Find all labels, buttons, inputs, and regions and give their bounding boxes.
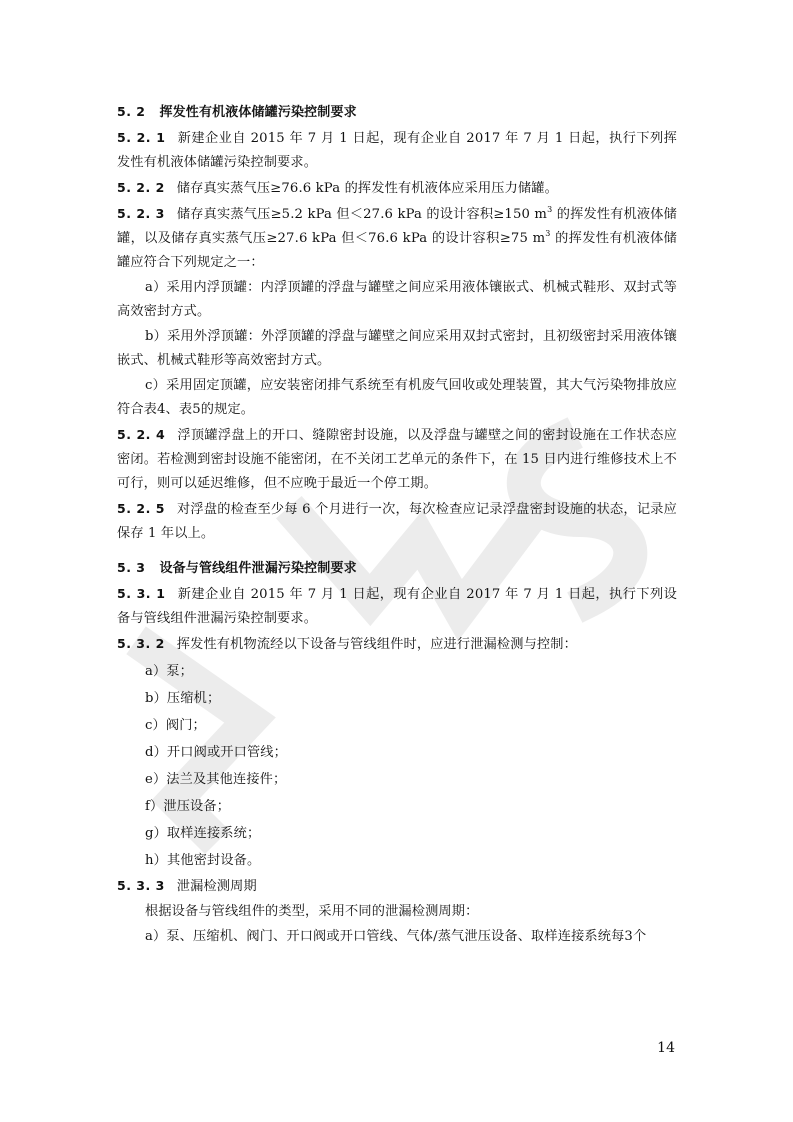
section-number: 5. 3	[117, 560, 146, 575]
clause-5-3-1	[117, 582, 677, 631]
clause-5-2-2	[117, 176, 677, 201]
clause-number: 5. 2. 2	[117, 180, 165, 195]
clause-number: 5. 2. 3	[117, 206, 165, 221]
list-item: a）泵；	[145, 664, 194, 679]
list-item: b）压缩机；	[145, 691, 221, 706]
list-item: c）阀门；	[145, 718, 206, 733]
list-item: c）采用固定顶罐，应安装密闭排气系统至有机废气回收或处理装置，其大气污染物排放应符合表4、表5的规定。	[117, 378, 677, 417]
clause-text: 对浮盘的检查至少每 6 个月进行一次，每次检查应记录浮盘密封设施的状态，记录应保存 1 年以上。	[117, 502, 677, 541]
section-heading-5-3	[117, 556, 677, 581]
section-title: 挥发性有机液体储罐污染控制要求	[159, 105, 357, 120]
clause-number: 5. 2. 1	[117, 130, 166, 145]
clause-5-3-2	[117, 632, 677, 657]
document-body	[117, 100, 677, 949]
clause-text: 储存真实蒸气压≥5.2 kPa 但＜27.6 kPa 的设计容积≥150 m	[176, 207, 548, 222]
clause-5-2-3	[117, 202, 677, 275]
clause-text: 浮顶罐浮盘上的开口、缝隙密封设施，以及浮盘与罐壁之间的密封设施在工作状态应密闭。若检测到密封设施不能密闭，在不关闭工艺单元的条件下，在 15 日内进行维修技术上不可行，则可以延迟维修，但不应晚于最近一个停工期。	[117, 428, 677, 491]
section-number: 5. 2	[117, 104, 146, 119]
list-item: f）泄压设备；	[145, 799, 231, 814]
clause-5-2-5	[117, 497, 677, 546]
list-item: e）法兰及其他连接件；	[145, 772, 287, 787]
clause-text: 的挥发性有机液体储罐，以及储存真实蒸气压≥27.6 kPa 但＜76.6 kPa 的设计容积≥75 m	[117, 207, 677, 246]
clause-text: 储存真实蒸气压≥76.6 kPa 的挥发性有机液体应采用压力储罐。	[176, 181, 558, 196]
superscript: 3	[547, 205, 553, 214]
superscript: 3	[545, 229, 551, 238]
clause-intro: 根据设备与管线组件的类型，采用不同的泄漏检测周期：	[145, 904, 479, 919]
clause-5-2-1	[117, 126, 677, 175]
list-item: g）取样连接系统；	[145, 826, 261, 841]
clause-5-2-4	[117, 423, 677, 496]
list-item: b）采用外浮顶罐：外浮顶罐的浮盘与罐壁之间应采用双封式密封，且初级密封采用液体镶嵌式、机械式鞋形等高效密封方式。	[117, 329, 677, 368]
list-item: a）泵、压缩机、阀门、开口阀或开口管线、气体/蒸气泄压设备、取样连接系统每3个	[145, 929, 647, 944]
clause-number: 5. 2. 5	[117, 501, 165, 516]
clause-number: 5. 3. 2	[117, 636, 165, 651]
list-item: h）其他密封设备。	[145, 853, 261, 868]
clause-5-3-3	[117, 874, 677, 899]
list-item: a）采用内浮顶罐：内浮顶罐的浮盘与罐壁之间应采用液体镶嵌式、机械式鞋形、双封式等高效密封方式。	[117, 280, 677, 319]
page-number: 14	[657, 1040, 675, 1056]
clause-text: 的挥发性有机液体储罐应符合下列规定之一：	[117, 231, 677, 270]
list-item: d）开口阀或开口管线；	[145, 745, 287, 760]
clause-text: 挥发性有机物流经以下设备与管线组件时，应进行泄漏检测与控制：	[176, 637, 577, 652]
clause-text: 新建企业自 2015 年 7 月 1 日起，现有企业自 2017 年 7 月 1 日起，执行下列挥发性有机液体储罐污染控制要求。	[117, 131, 677, 170]
section-heading-5-2	[117, 100, 677, 125]
section-title: 设备与管线组件泄漏污染控制要求	[159, 561, 357, 576]
clause-text: 新建企业自 2015 年 7 月 1 日起，现有企业自 2017 年 7 月 1 日起，执行下列设备与管线组件泄漏污染控制要求。	[117, 587, 677, 626]
clause-number: 5. 3. 3	[117, 878, 165, 893]
clause-number: 5. 3. 1	[117, 586, 166, 601]
clause-title: 泄漏检测周期	[176, 879, 257, 894]
clause-number: 5. 2. 4	[117, 427, 166, 442]
